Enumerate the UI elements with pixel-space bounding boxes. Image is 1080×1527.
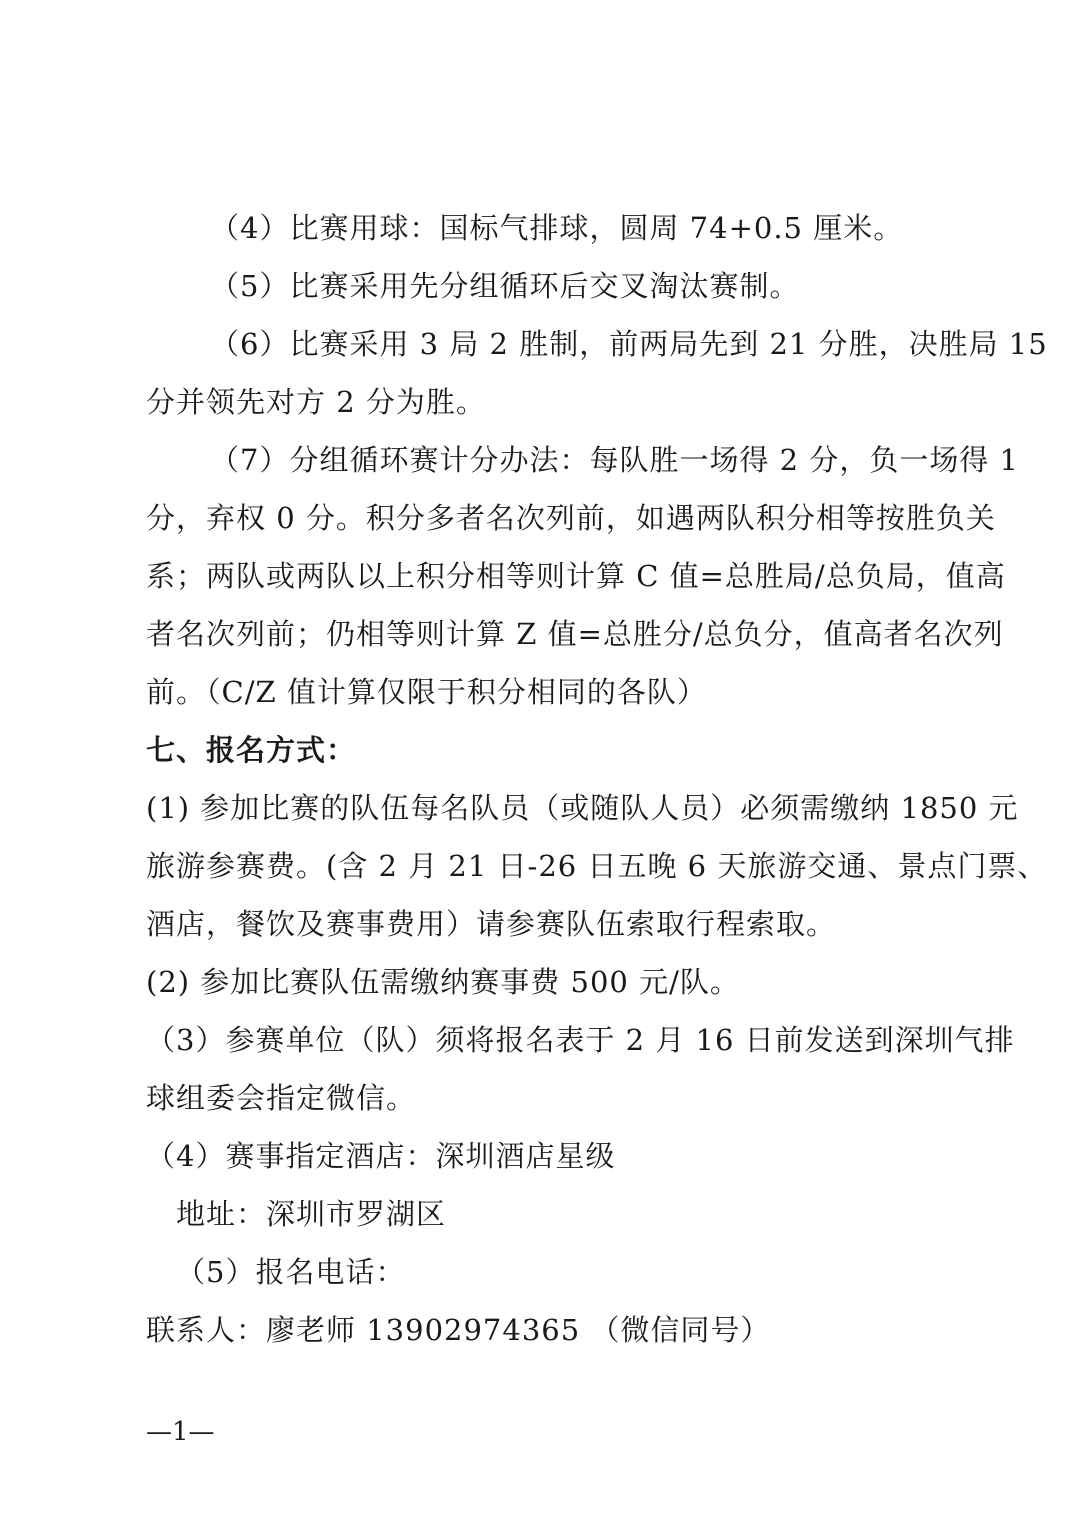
paragraph-line: （6）比赛采用 3 局 2 胜制，前两局先到 21 分胜，决胜局 15	[210, 327, 1048, 361]
registration-line: （3）参赛单位（队）须将报名表于 2 月 16 日前发送到深圳气排	[146, 1023, 1015, 1057]
section-heading: 七、报名方式：	[146, 733, 357, 767]
paragraph-line: 分并领先对方 2 分为胜。	[146, 385, 486, 419]
paragraph-line: 者名次列前；仍相等则计算 Z 值=总胜分/总负分，值高者名次列	[146, 617, 1004, 651]
page-number: —1—	[146, 1417, 215, 1447]
contact-line: 联系人：廖老师 13902974365 （微信同号）	[146, 1313, 771, 1347]
registration-line: (1) 参加比赛的队伍每名队员（或随队人员）必须需缴纳 1850 元	[146, 791, 1019, 825]
address-line: 地址：深圳市罗湖区	[176, 1197, 447, 1231]
paragraph-line: （7）分组循环赛计分办法：每队胜一场得 2 分，负一场得 1	[210, 443, 1020, 477]
registration-line: (2) 参加比赛队伍需缴纳赛事费 500 元/队。	[146, 965, 740, 999]
hotel-line: （4）赛事指定酒店：深圳酒店星级	[146, 1139, 616, 1173]
registration-line: 酒店，餐饮及赛事费用）请参赛队伍索取行程索取。	[146, 907, 837, 941]
phone-heading-line: （5）报名电话：	[176, 1255, 406, 1289]
paragraph-line: 系；两队或两队以上积分相等则计算 C 值=总胜局/总负局，值高	[146, 559, 1006, 593]
paragraph-line: 分，弃权 0 分。积分多者名次列前，如遇两队积分相等按胜负关	[146, 501, 996, 535]
registration-line: 球组委会指定微信。	[146, 1081, 417, 1115]
registration-line: 旅游参赛费。(含 2 月 21 日-26 日五晚 6 天旅游交通、景点门票、	[146, 849, 1048, 883]
paragraph-line: （4）比赛用球：国标气排球，圆周 74+0.5 厘米。	[210, 211, 904, 245]
paragraph-line: 前。（C/Z 值计算仅限于积分相同的各队）	[146, 675, 707, 709]
paragraph-line: （5）比赛采用先分组循环后交叉淘汰赛制。	[210, 269, 800, 303]
